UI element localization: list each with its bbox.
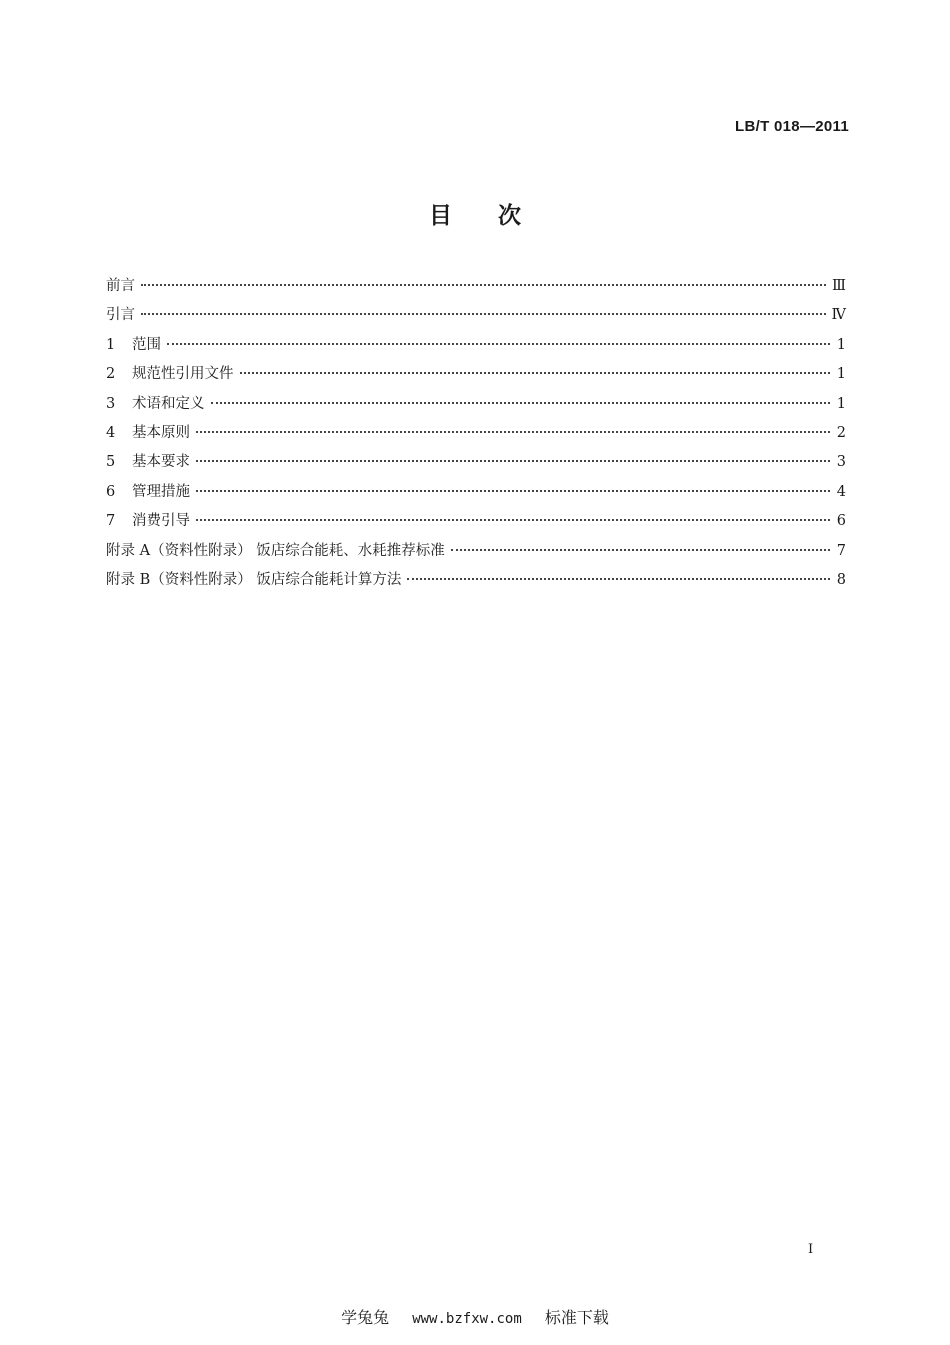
toc-page: 3	[836, 454, 846, 471]
toc-number: 6	[106, 483, 116, 500]
toc-entry-consumption-guidance[interactable]	[106, 507, 846, 536]
title-char-2: 次	[498, 203, 521, 229]
toc-page: Ⅲ	[832, 278, 846, 294]
toc-number: 7	[106, 513, 116, 530]
toc-entry-normative-references[interactable]	[106, 360, 846, 389]
leader-dots	[196, 431, 830, 433]
leader-dots	[240, 372, 831, 374]
footer-slogan: 标准下载	[544, 1308, 609, 1327]
toc-label: 术语和定义	[132, 395, 205, 412]
toc-page: Ⅳ	[831, 307, 846, 324]
leader-dots	[211, 402, 831, 404]
toc-page: 2	[836, 424, 846, 441]
toc-number: 4	[106, 424, 116, 441]
toc-page: 1	[836, 366, 846, 383]
toc-label: 前言	[106, 278, 135, 294]
toc-page: 1	[836, 336, 846, 353]
title-char-1: 目	[429, 203, 452, 229]
toc-label: 基本原则	[132, 424, 190, 441]
toc-label: 基本要求	[132, 454, 190, 471]
toc-entry-appendix-a[interactable]	[106, 537, 846, 566]
toc-entry-terms-definitions[interactable]	[106, 390, 846, 419]
toc-page: 1	[836, 395, 846, 412]
toc-entry-basic-principles[interactable]	[106, 419, 846, 448]
footer-site-name: 学兔兔	[341, 1308, 390, 1327]
toc-entry-introduction[interactable]	[106, 301, 846, 330]
toc-label: 附录 B（资料性附录） 饭店综合能耗计算方法	[106, 571, 402, 588]
toc-page: 6	[836, 513, 846, 530]
toc-entry-appendix-b[interactable]	[106, 566, 846, 595]
toc-entry-scope[interactable]	[106, 331, 846, 360]
leader-dots	[407, 578, 830, 580]
leader-dots	[167, 343, 830, 345]
toc-label: 规范性引用文件	[132, 366, 234, 383]
toc-number: 3	[106, 395, 116, 412]
toc-number: 1	[106, 336, 116, 353]
toc-label: 范围	[132, 336, 161, 353]
page-number: I	[808, 1242, 814, 1257]
toc-label: 附录 A（资料性附录） 饭店综合能耗、水耗推荐标准	[106, 542, 445, 559]
footer-watermark	[0, 1305, 950, 1328]
leader-dots	[196, 519, 830, 521]
leader-dots	[196, 490, 830, 492]
toc-label: 消费引导	[132, 513, 190, 530]
toc-entry-foreword[interactable]	[106, 272, 846, 301]
toc-page: 4	[836, 483, 846, 500]
toc-entry-basic-requirements[interactable]	[106, 448, 846, 477]
leader-dots	[141, 313, 826, 315]
toc-page: 8	[836, 571, 846, 588]
page-title	[0, 197, 950, 230]
toc-page: 7	[836, 542, 846, 559]
toc-label: 管理措施	[132, 483, 190, 500]
toc-number: 5	[106, 454, 116, 471]
standard-code: LB/T 018—2011	[735, 118, 849, 135]
table-of-contents	[106, 272, 846, 595]
footer-url[interactable]: www.bzfxw.com	[412, 1311, 522, 1327]
toc-label: 引言	[106, 307, 135, 324]
leader-dots	[451, 549, 830, 551]
toc-entry-management-measures[interactable]	[106, 478, 846, 507]
leader-dots	[196, 460, 830, 462]
toc-number: 2	[106, 366, 116, 383]
leader-dots	[141, 284, 826, 286]
